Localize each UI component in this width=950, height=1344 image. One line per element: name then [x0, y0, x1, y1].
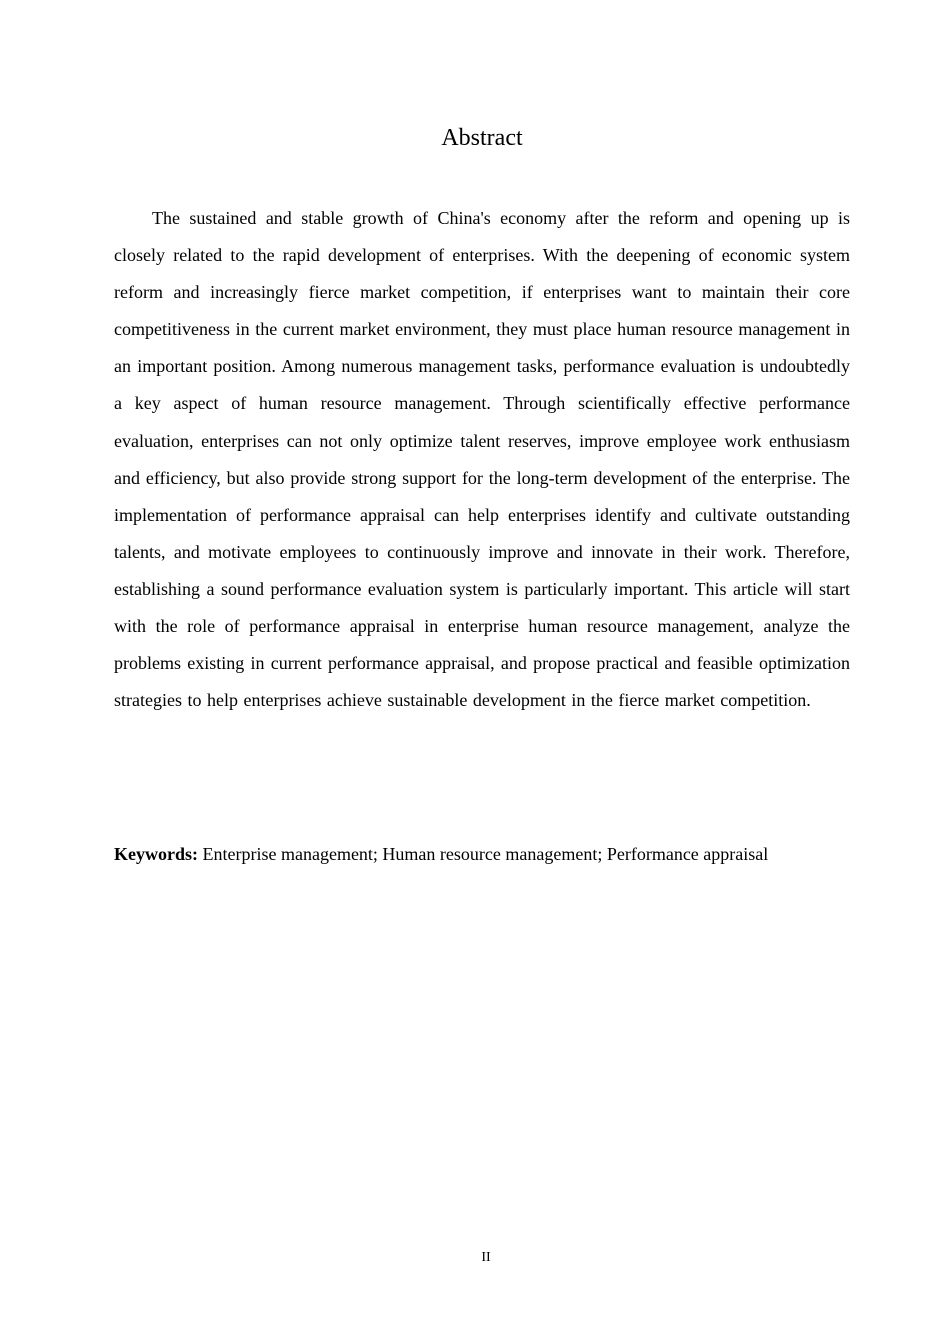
keywords-text: Enterprise management; Human resource management; Performance appraisal	[202, 844, 769, 864]
abstract-title: Abstract	[441, 125, 523, 151]
keywords-label: Keywords:	[114, 844, 198, 864]
keywords-line	[114, 840, 850, 868]
page-number: II	[481, 1250, 491, 1265]
abstract-paragraph: The sustained and stable growth of China's economy after the reform and opening up is closely related to the rapid development of enterprises. With the deepening of economic system reform and increasingly fierce market competition, if enterprises want to maintain their core competitiveness in the current market environment, they must place human resource management in an important position. Among numerous management tasks, performance evaluation is undoubtedly a key aspect of human resource management. Through scientifically effective performance evaluation, enterprises can not only optimize talent reserves, improve employee work enthusiasm and efficiency, but also provide strong support for the long-term development of the enterprise. The implementation of performance appraisal can help enterprises identify and cultivate outstanding talents, and motivate employees to continuously improve and innovate in their work. Therefore, establishing a sound performance evaluation system is particularly important. This article will start with the role of performance appraisal in enterprise human resource management, analyze the problems existing in current performance appraisal, and propose practical and feasible optimization strategies to help enterprises achieve sustainable development in the fierce market competition.	[114, 208, 850, 711]
